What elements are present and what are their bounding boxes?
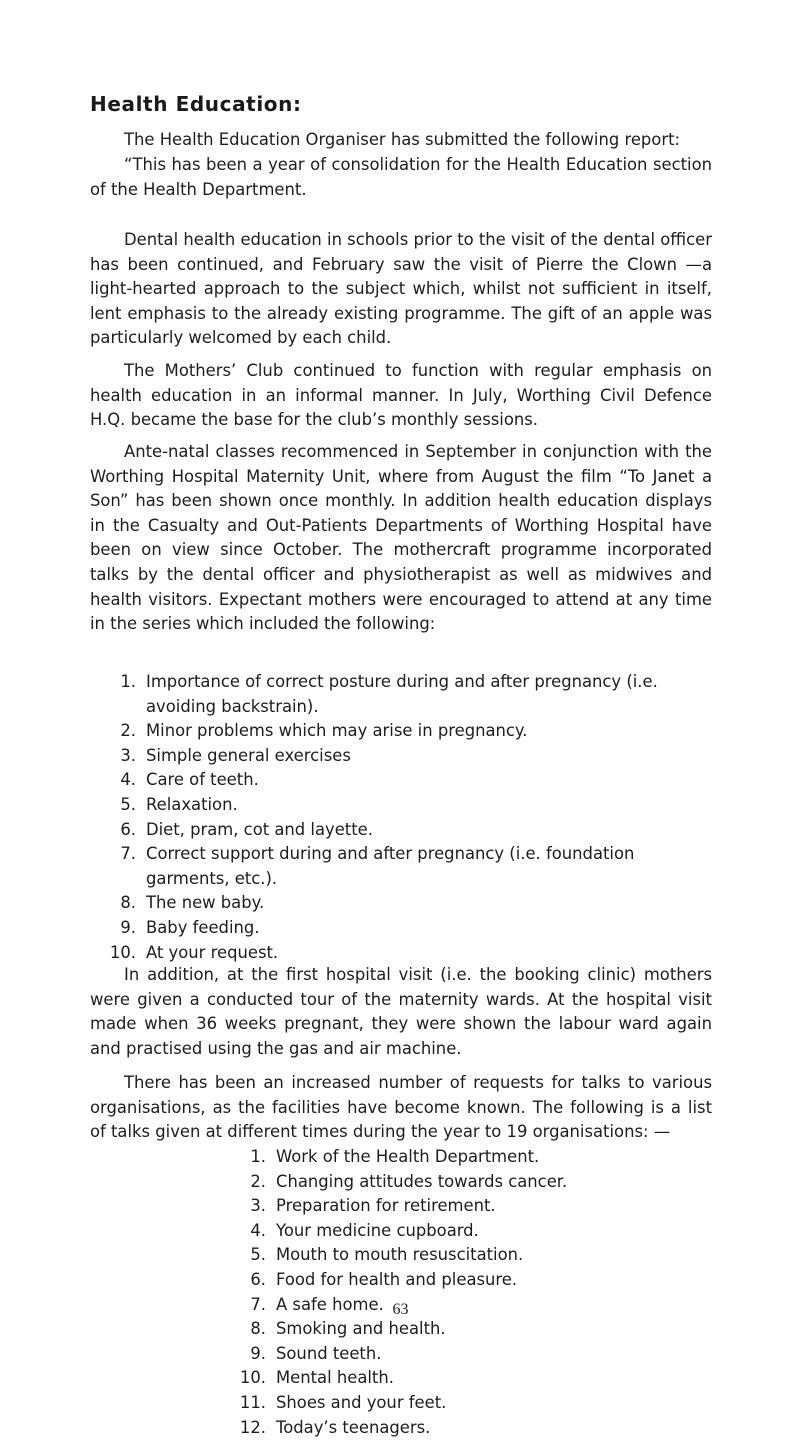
list-item: 8. The new baby. (120, 893, 265, 913)
list-item: 6. Diet, pram, cot and layette. (120, 819, 373, 839)
page-number: 63 (392, 1301, 409, 1318)
list-item: 5. Mouth to mouth resuscitation. (250, 1245, 524, 1265)
list-item: 9. Baby feeding. (120, 917, 260, 937)
paragraph-hospital-visit: In addition, at the first hospital visit (i.e. the booking clinic) mothers were given a conducted tour of the maternity wards. At the hospital visit made when 36 weeks pregnant, they were shown the labour ward again and practised using the gas and air machine. (90, 965, 712, 1058)
list-item: 12. Today’s teenagers. (239, 1417, 431, 1437)
list-item: 7. A safe home. (250, 1294, 384, 1314)
section-heading: Health Education: (90, 92, 302, 116)
list-item: 6. Food for health and pleasure. (250, 1269, 518, 1289)
list-item: 3. Preparation for retirement. (250, 1196, 496, 1216)
antenatal-topics-list (108, 670, 712, 965)
talks-list (238, 1145, 708, 1440)
list-item: 2. Changing attitudes towards cancer. (250, 1171, 568, 1191)
list-item: 7. Correct support during and after pregnancy (i.e. foundation garments, etc.). (120, 844, 635, 888)
paragraph-talks: There has been an increased number of requests for talks to various organisations, as the facilities have become known. The following is a list of talks given at different times during the year to 19 organisations: — (90, 1073, 712, 1142)
list-item: 10. Mental health. (239, 1368, 394, 1388)
list-item: 3. Simple general exercises (120, 745, 351, 765)
list-item: 1. Importance of correct posture during and after pregnancy (i.e. avoiding backstrain). (120, 672, 658, 716)
list-item: 4. Care of teeth. (120, 770, 259, 790)
list-item: 2. Minor problems which may arise in pregnancy. (120, 721, 528, 741)
paragraph-dental: Dental health education in schools prior to the visit of the dental officer has been continued, and February saw the visit of Pierre the Clown —a light-hearted approach to the subject which, whilst not sufficient in itself, lent emphasis to the already existing programme. The gift of an apple was particularly welcomed by each child. (90, 230, 712, 348)
paragraph-intro: The Health Education Organiser has submitted the following report: (124, 130, 681, 149)
list-item: 1. Work of the Health Department. (250, 1147, 540, 1166)
list-item: 8. Smoking and health. (250, 1319, 446, 1339)
paragraph-antenatal: Ante-natal classes recommenced in September in conjunction with the Worthing Hospital Maternity Unit, where from August the film “To Janet a Son” has been shown once monthly. In addition health education displays in the Casualty and Out-Patients Departments of Worthing Hospital have been on view since October. The mothercraft programme incorporated talks by the dental officer and physiotherapist as well as midwives and health visitors. Expectant mothers were encouraged to attend at any time in the series which included the following: (90, 442, 712, 634)
list-item: 9. Sound teeth. (250, 1343, 382, 1363)
paragraph-consolidation: “This has been a year of consolidation for the Health Education section of the Health Department. (90, 155, 712, 199)
list-item: 10. At your request. (109, 942, 279, 962)
list-item: 11. Shoes and your feet. (239, 1392, 447, 1412)
list-item: 5. Relaxation. (120, 794, 238, 814)
paragraph-mothers-club: The Mothers’ Club continued to function with regular emphasis on health education in an informal manner. In July, Worthing Civil Defence H.Q. became the base for the club’s monthly sessions. (90, 361, 712, 430)
list-item: 4. Your medicine cupboard. (250, 1220, 479, 1240)
